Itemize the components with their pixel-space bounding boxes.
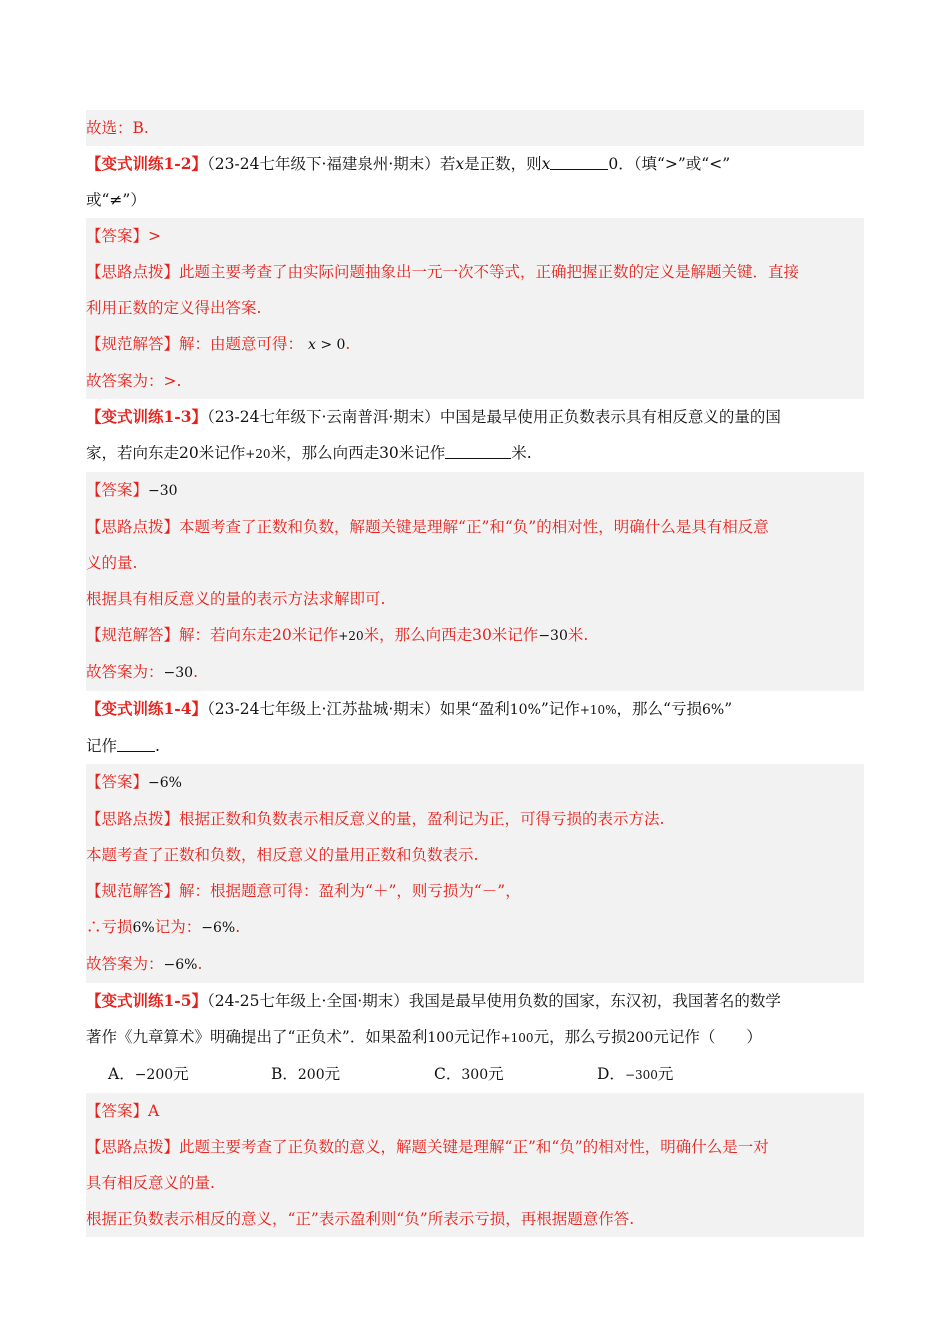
answer-line	[86, 764, 864, 801]
solution-1-4	[86, 764, 864, 983]
hint-line: 【思路点拨】此题主要考查了由实际问题抽象出一元一次不等式，正确把握正数的定义是解题关键．直接	[86, 263, 800, 281]
question-source: （24-25七年级上·全国·期末）	[207, 992, 409, 1010]
answer-label: 【答案】	[86, 481, 149, 499]
question-tag: 【变式训练1-5】	[86, 991, 208, 1010]
math-expression: +100	[500, 1031, 534, 1045]
math-expression: −6%	[201, 920, 236, 936]
answer-blank	[117, 735, 155, 752]
answer-value: −6%	[148, 775, 182, 791]
solution-label: 【规范解答】	[86, 335, 180, 353]
answer-blank	[445, 442, 511, 459]
math-expression: +20	[245, 447, 271, 461]
option-b[interactable]: B．200元	[271, 1065, 341, 1083]
final-answer: 故答案为：−6%.	[86, 955, 203, 973]
hint-line: 【思路点拨】此题主要考查了正负数的意义，解题关键是理解“正”和“负”的相对性，明确什么是一对	[86, 1138, 769, 1156]
solution-line: 【规范解答】解：根据题意可得：盈利为“＋”，则亏损为“－”，	[86, 882, 521, 900]
math-expression: 6%	[701, 702, 725, 718]
question-1-4	[86, 691, 864, 764]
solution-line: 【规范解答】解：若向东走20米记作+20米，那么向西走30米记作−30米.	[86, 626, 589, 644]
solution-label: 【规范解答】	[86, 882, 180, 900]
question-source: （23-24七年级上·江苏盐城·期末）	[207, 700, 440, 718]
answer-line	[86, 472, 864, 509]
solution-line: 【规范解答】解：由题意可得： x > 0.	[86, 335, 351, 353]
solution-1-2	[86, 218, 864, 399]
question-1-3	[86, 399, 864, 472]
question-1-4-stem-line2: 记作 .	[86, 737, 160, 755]
question-1-2	[86, 146, 864, 218]
answer-value: >	[148, 227, 162, 245]
math-expression: 100	[427, 1030, 455, 1046]
hint-label: 【思路点拨】	[86, 518, 180, 536]
solution-line-continued: ∴亏损6%记为：−6%.	[86, 918, 241, 936]
solution-label: 【规范解答】	[86, 626, 180, 644]
question-1-3-stem-line2: 家，若向东走20米记作+20米，那么向西走30米记作 米.	[86, 444, 532, 462]
question-source: （23-24七年级下·福建泉州·期末）	[207, 155, 440, 173]
question-1-5-stem-line1: 【变式训练1-5】（24-25七年级上·全国·期末）我国是最早使用负数的国家，东汉初，我国著名的数学	[86, 991, 781, 1010]
hint-line-continued: 利用正数的定义得出答案.	[86, 299, 262, 317]
math-expression: 200	[626, 1030, 654, 1046]
previous-solution-block	[86, 110, 864, 146]
final-answer: 故答案为：−30.	[86, 663, 198, 681]
question-1-4-stem-line1: 【变式训练1-4】（23-24七年级上·江苏盐城·期末）如果“盈利10%”记作+10%，那么“亏损6%”	[86, 699, 733, 718]
answer-value: −30	[148, 483, 178, 499]
hint-label: 【思路点拨】	[86, 263, 180, 281]
question-source: （23-24七年级下·云南普洱·期末）	[207, 408, 440, 426]
hint-line-continued: 本题考查了正数和负数，相反意义的量用正数和负数表示.	[86, 846, 479, 864]
option-a[interactable]: A．−200元	[108, 1065, 189, 1083]
hint-line-method: 根据正负数表示相反的意义，“正”表示盈利则“负”所表示亏损，再根据题意作答.	[86, 1210, 635, 1228]
answer-label: 【答案】	[86, 1102, 149, 1120]
question-1-5	[86, 983, 864, 1093]
question-tag: 【变式训练1-4】	[86, 699, 208, 718]
solution-1-5	[86, 1093, 864, 1237]
worksheet-page	[86, 110, 864, 1237]
question-1-3-stem-line1: 【变式训练1-3】（23-24七年级下·云南普洱·期末）中国是最早使用正负数表示具有相反意义的量的国	[86, 407, 781, 426]
answer-label: 【答案】	[86, 773, 149, 791]
hint-line-method: 根据具有相反意义的量的表示方法求解即可.	[86, 590, 386, 608]
math-expression: −30	[538, 628, 568, 644]
question-1-2-stem-line1: 【变式训练1-2】（23-24七年级下·福建泉州·期末）若x是正数，则x 0．（填“>”或“<”	[86, 154, 731, 173]
math-expression: −30	[163, 665, 194, 681]
hint-label: 【思路点拨】	[86, 1138, 180, 1156]
option-d[interactable]: D．−300元	[597, 1065, 674, 1083]
option-c[interactable]: C．300元	[434, 1065, 504, 1083]
answer-line	[86, 1093, 864, 1129]
answer-value: A	[148, 1102, 160, 1120]
math-expression: −6%	[163, 957, 198, 973]
answer-blank	[550, 153, 608, 170]
answer-options	[86, 1056, 864, 1093]
hint-label: 【思路点拨】	[86, 810, 180, 828]
question-tag: 【变式训练1-2】	[86, 154, 208, 173]
math-expression: x > 0	[307, 337, 346, 353]
math-expression: 10%	[509, 702, 541, 718]
answer-line	[86, 218, 864, 254]
variable-x: x	[455, 155, 465, 173]
previous-final-answer: 故选：B.	[86, 119, 149, 137]
answer-label: 【答案】	[86, 227, 149, 245]
question-1-2-stem-line2: 或“≠”）	[86, 191, 146, 209]
question-tag: 【变式训练1-3】	[86, 407, 208, 426]
math-expression: 6%	[132, 920, 155, 936]
question-1-5-stem-line2: 著作《九章算术》明确提出了“正负术”．如果盈利100元记作+100元，那么亏损200元记作（ ）	[86, 1028, 762, 1046]
math-expression: +20	[338, 629, 364, 643]
variable-x: x	[541, 155, 551, 173]
math-expression: +10%	[579, 703, 617, 717]
hint-line: 【思路点拨】本题考查了正数和负数，解题关键是理解“正”和“负”的相对性，明确什么是具有相反意	[86, 518, 769, 536]
hint-line-continued: 具有相反意义的量.	[86, 1174, 215, 1192]
solution-1-3	[86, 472, 864, 691]
final-answer: 故答案为：>.	[86, 372, 182, 390]
hint-line-continued: 义的量.	[86, 554, 138, 572]
hint-line: 【思路点拨】根据正数和负数表示相反意义的量，盈利记为正，可得亏损的表示方法.	[86, 810, 665, 828]
